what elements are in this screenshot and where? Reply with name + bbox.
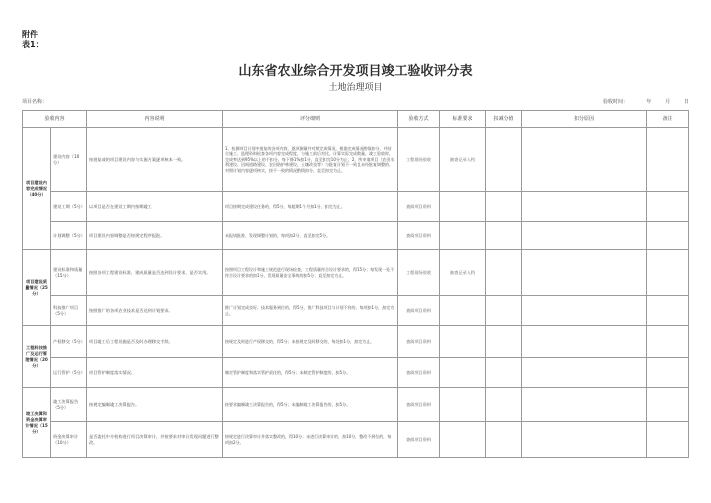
deduction-cell[interactable] (486, 128, 522, 192)
deduction-cell[interactable] (486, 388, 522, 422)
standard-cell (440, 326, 486, 358)
standard-cell: 抽查记录入档 (440, 250, 486, 296)
method-cell: 查阅项目资料 (398, 192, 440, 222)
item-cell: 运行管护（5分） (51, 358, 87, 388)
deduction-cell[interactable] (486, 296, 522, 326)
reason-cell[interactable] (522, 192, 647, 222)
standard-cell (440, 358, 486, 388)
method-cell: 查阅项目资料 (398, 222, 440, 250)
rules-cell: 未报请批准、发现调整计划的，每项扣2分，直至扣完5分。 (223, 222, 398, 250)
table-row (23, 222, 689, 250)
table-number: 表1： (22, 40, 44, 49)
deduction-cell[interactable] (486, 222, 522, 250)
remarks-cell[interactable] (647, 222, 689, 250)
standard-cell (440, 222, 486, 250)
col-header-content: 验收内容 (23, 111, 87, 128)
reason-cell[interactable] (522, 388, 647, 422)
description-cell: 是否委托中介机构进行项目决算审计，并按要求对审计发现问题进行整改。 (87, 422, 223, 458)
deduction-cell[interactable] (486, 192, 522, 222)
col-header-description: 内容说明 (87, 111, 223, 128)
remarks-cell[interactable] (647, 388, 689, 422)
page-title: 山东省农业综合开发项目竣工验收评分表 (238, 64, 473, 79)
table-row (23, 422, 689, 458)
standard-cell (440, 192, 486, 222)
rules-cell: 按规定及时进行产权移交的，得5分；未按规定及时移交的，每处扣1分，扣完为止。 (223, 326, 398, 358)
col-header-remarks: 备注 (647, 111, 689, 128)
table-row (23, 128, 689, 192)
description-cell: 项目竣工后工程设施是否及时办理移交手续。 (87, 326, 223, 358)
reason-cell[interactable] (522, 128, 647, 192)
method-cell: 工程现场验收 (398, 250, 440, 296)
col-header-method: 验收方式 (398, 111, 440, 128)
rules-cell: 项目按期完成建设任务的，得5分，每超期1个月扣1分，扣完为止。 (223, 192, 398, 222)
reason-cell[interactable] (522, 326, 647, 358)
page-subtitle: 土地治理项目 (328, 83, 383, 93)
reason-cell[interactable] (522, 422, 647, 458)
category-cell: 竣工决算和资金决算审计情况（15分） (23, 388, 51, 458)
remarks-cell[interactable] (647, 128, 689, 192)
method-cell: 查阅项目资料 (398, 326, 440, 358)
item-cell: 资金决算审计（10分） (51, 422, 87, 458)
method-cell: 查阅项目资料 (398, 388, 440, 422)
remarks-cell[interactable] (647, 358, 689, 388)
table-row (23, 296, 689, 326)
rules-cell: 制定管护制度和落实管护责任的，得5分；未制定管护制度的，扣5分。 (223, 358, 398, 388)
item-cell: 产权移交（5分） (51, 326, 87, 358)
method-cell: 工程现场验收 (398, 128, 440, 192)
reason-cell[interactable] (522, 358, 647, 388)
rules-cell: 按规定进行决算审计并落实整改的，得10分；未进行决算审计的，扣10分，整改不到位的，每项扣2分。 (223, 422, 398, 458)
attachment-label-block (22, 30, 44, 50)
description-cell: 按批复或的项目建设内容与实施方案逐项核本一致。 (87, 128, 223, 192)
table-row (23, 358, 689, 388)
category-cell: 项目建设内容完成情况（40分） (23, 128, 51, 250)
description-cell: 项目管护制度落实情况。 (87, 358, 223, 388)
standard-cell (440, 422, 486, 458)
project-name-label: 项目名称： (22, 99, 48, 105)
table-row (23, 192, 689, 222)
method-cell: 查阅项目资料 (398, 422, 440, 458)
date-label: 验收时间： (603, 99, 629, 105)
item-cell: 计划调整（5分） (51, 222, 87, 250)
rules-cell: 1、检测项目计划中批复的各项内容，逐项测量并对照完成情况，根据完成情况酌情扣分，并结合施工、监理资料检查各项内容完成程度，与施工前后对比，计算实际完成数量。竣工验收时，完成率达到95%以上的不扣分，每下降1%扣1分，直至扣完10分为止；2、所申请项目（农田水利建设、田间道路建设、农田防护林建设、土壤改良等）与批复计划不一致且未经批复调整的，对照计划内容逐项核实，按不一致的情况酌情扣分，直至扣完为止。 (223, 128, 398, 192)
rules-cell: 按照项目工程设计和施工规范进行现场检查，工程质量符合设计要求的，得15分；每发现一处不符合设计要求的扣1分，发现质量安全事故的扣5分；直至扣完为止。 (223, 250, 398, 296)
rules-cell: 按要求编制竣工决算报告的，得5分；未编制竣工决算报告的，扣5分。 (223, 388, 398, 422)
item-cell: 建设内容（10分） (51, 128, 87, 192)
remarks-cell[interactable] (647, 192, 689, 222)
remarks-cell[interactable] (647, 326, 689, 358)
acceptance-date (603, 98, 689, 105)
item-cell: 科技推广项目（5分） (51, 296, 87, 326)
deduction-cell[interactable] (486, 250, 522, 296)
year-label: 年 (646, 99, 652, 105)
attachment-label: 附件 (22, 30, 38, 39)
method-cell: 查阅项目资料 (398, 296, 440, 326)
method-cell: 查阅项目资料 (398, 358, 440, 388)
remarks-cell[interactable] (647, 296, 689, 326)
item-cell: 建设工期（5分） (51, 192, 87, 222)
deduction-cell[interactable] (486, 422, 522, 458)
reason-cell[interactable] (522, 296, 647, 326)
standard-cell: 抽查记录入档 (440, 128, 486, 192)
item-cell: 竣工决算报告（5分） (51, 388, 87, 422)
item-cell: 建设标准和质量（15分） (51, 250, 87, 296)
deduction-cell[interactable] (486, 326, 522, 358)
remarks-cell[interactable] (647, 422, 689, 458)
header-row (23, 111, 689, 128)
day-label: 日 (683, 99, 689, 105)
description-cell: 以项目是否在建设工期内按期竣工 (87, 192, 223, 222)
col-header-reason: 扣分原因 (522, 111, 647, 128)
remarks-cell[interactable] (647, 250, 689, 296)
rules-cell: 推广计划完成良好、技术服务到位的，得5分，推广科技项目与计划不符的，每项扣1分，扣完为止。 (223, 296, 398, 326)
reason-cell[interactable] (522, 250, 647, 296)
table-row (23, 388, 689, 422)
description-cell: 按规定编制竣工决算报告。 (87, 388, 223, 422)
reason-cell[interactable] (522, 222, 647, 250)
description-cell: 项目建设内容调整是否按规定程序报批。 (87, 222, 223, 250)
description-cell: 按照各项工程建设标准，建成质量是否达到设计要求，是否实用。 (87, 250, 223, 296)
col-header-rules: 评分细则 (223, 111, 398, 128)
description-cell: 按照推广的各项农业技术是否达到计划要求。 (87, 296, 223, 326)
col-header-standard: 标准要求 (440, 111, 486, 128)
col-header-deduction: 扣减分值 (486, 111, 522, 128)
table-row (23, 326, 689, 358)
deduction-cell[interactable] (486, 358, 522, 388)
scoring-table (22, 110, 689, 458)
month-label: 月 (665, 99, 671, 105)
category-cell: 项目建设质量情况（25分） (23, 250, 51, 326)
standard-cell (440, 296, 486, 326)
table-row (23, 250, 689, 296)
standard-cell (440, 388, 486, 422)
category-cell: 工程科技推广及运行管理情况（20分） (23, 326, 51, 388)
